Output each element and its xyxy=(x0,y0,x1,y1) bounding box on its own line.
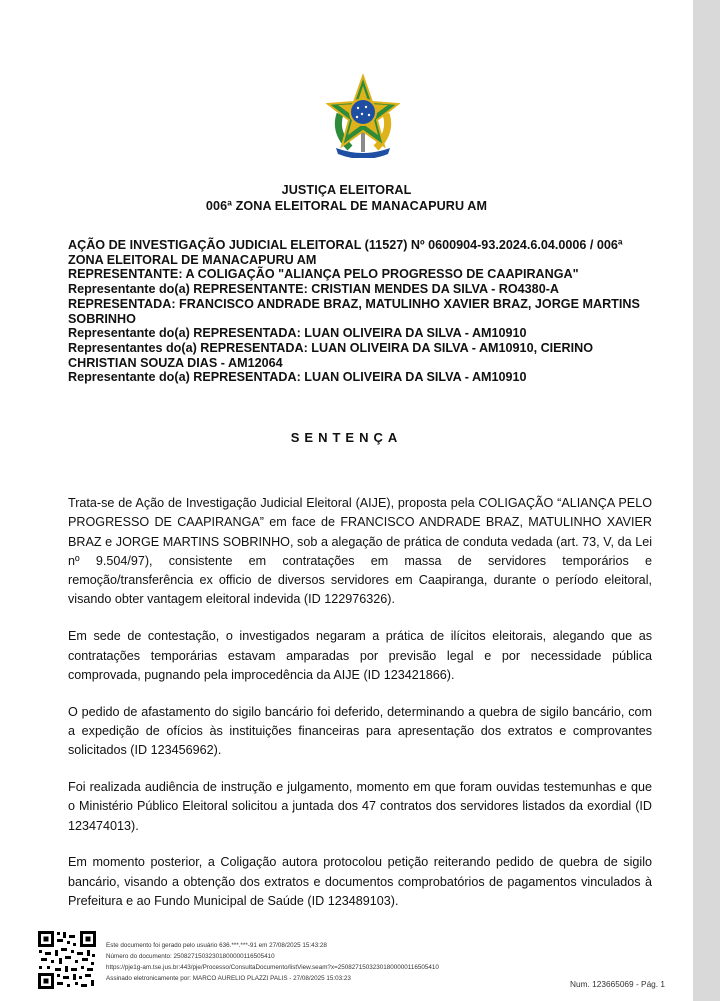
court-name: JUSTIÇA ELEITORAL xyxy=(281,183,412,197)
document-body xyxy=(68,494,652,929)
case-parties xyxy=(68,238,648,385)
paragraph: O pedido de afastamento do sigilo bancário foi deferido, determinando a quebra de sigilo bancário, com a expedição de ofícios às instituições financeiras para apresentação dos extratos e comprovantes solicitados (ID 123456962). xyxy=(68,704,652,758)
court-header xyxy=(0,182,693,214)
defendant-lawyer: Representante do(a) REPRESENTADA: LUAN OLIVEIRA DA SILVA - AM10910 xyxy=(68,326,527,341)
paragraph: Em momento posterior, a Coligação autora protocolou petição reiterando pedido de quebra de sigilo bancário, visando a obtenção dos extratos e documentos comprobatórios de pagamentos vinculados à Prefeitura e ao Fundo Municipal de Saúde (ID 123489103). xyxy=(68,855,652,909)
paragraph: Foi realizada audiência de instrução e julgamento, momento em que foram ouvidas testemunhas e que o Ministério Público Eleitoral solicitou a juntada dos 47 contratos dos servidores listados da exordial (ID 123474013). xyxy=(68,780,652,833)
page-number: Num. 123665069 - Pág. 1 xyxy=(570,979,666,989)
defendant-lawyer-2: Representante do(a) REPRESENTADA: LUAN OLIVEIRA DA SILVA - AM10910 xyxy=(68,370,527,385)
defendant-lawyers: Representantes do(a) REPRESENTADA: LUAN OLIVEIRA DA SILVA - AM10910, CIERINO CHRISTIAN SOUZA DIAS - AM12064 xyxy=(68,340,594,370)
qr-code-icon xyxy=(37,930,97,990)
defendants: REPRESENTADA: FRANCISCO ANDRADE BRAZ, MATULINHO XAVIER BRAZ, JORGE MARTINS SOBRINHO xyxy=(68,296,640,326)
brazil-coat-of-arms-icon xyxy=(326,74,400,158)
electoral-zone: 006ª ZONA ELEITORAL DE MANACAPURU AM xyxy=(205,199,488,213)
document-number: Número do documento: 25082715032301800000116505410 xyxy=(106,953,275,960)
paragraph: Trata-se de Ação de Investigação Judicial Eleitoral (AIJE), proposta pela COLIGAÇÃO “ALIANÇA PELO PROGRESSO DE CAAPIRANGA” em face de FRANCISCO ANDRADE BRAZ, MATULINHO XAVIER BRAZ e JORGE MARTINS SOBRINHO, sob a alegação de prática de conduta vedada (art. 73, V, da Lei nº 9.504/97), consistente em contratações em massa de servidores temporários e remoção/transferência ex officio de diversos servidores em Caapiranga, durante o período eleitoral, visando obter vantagem eleitoral indevida (ID 122976326). xyxy=(68,496,652,607)
paragraph: Em sede de contestação, o investigados negaram a prática de ilícitos eleitorais, alegando que as contratações temporárias estavam amparadas por previsão legal e por necessidade pública comprovada, pugnando pela improcedência da AIJE (ID 123421866). xyxy=(68,629,652,682)
signed-by: Assinado eletronicamente por: MARCO AURELIO PLAZZI PALIS - 27/08/2025 15:03:23 xyxy=(106,975,351,982)
generated-by: Este documento foi gerado pelo usuário 636.***.***-91 em 27/08/2025 15:43:28 xyxy=(106,942,327,949)
plaintiff-lawyer: Representante do(a) REPRESENTANTE: CRISTIAN MENDES DA SILVA - RO4380-A xyxy=(68,282,559,297)
document-url[interactable]: https://pje1g-am.tse.jus.br:443/pje/Processo/ConsultaDocumento/listView.seam?x=25082715032301800000116505410 xyxy=(106,964,439,971)
document-title: SENTENÇA xyxy=(290,430,403,445)
signature-info xyxy=(106,940,546,984)
case-number: AÇÃO DE INVESTIGAÇÃO JUDICIAL ELEITORAL (11527) Nº 0600904-93.2024.6.04.0006 / 006ª ZONA ELEITORAL DE MANACAPURU AM xyxy=(68,238,623,267)
plaintiff: REPRESENTANTE: A COLIGAÇÃO "ALIANÇA PELO PROGRESSO DE CAAPIRANGA" xyxy=(68,267,579,282)
